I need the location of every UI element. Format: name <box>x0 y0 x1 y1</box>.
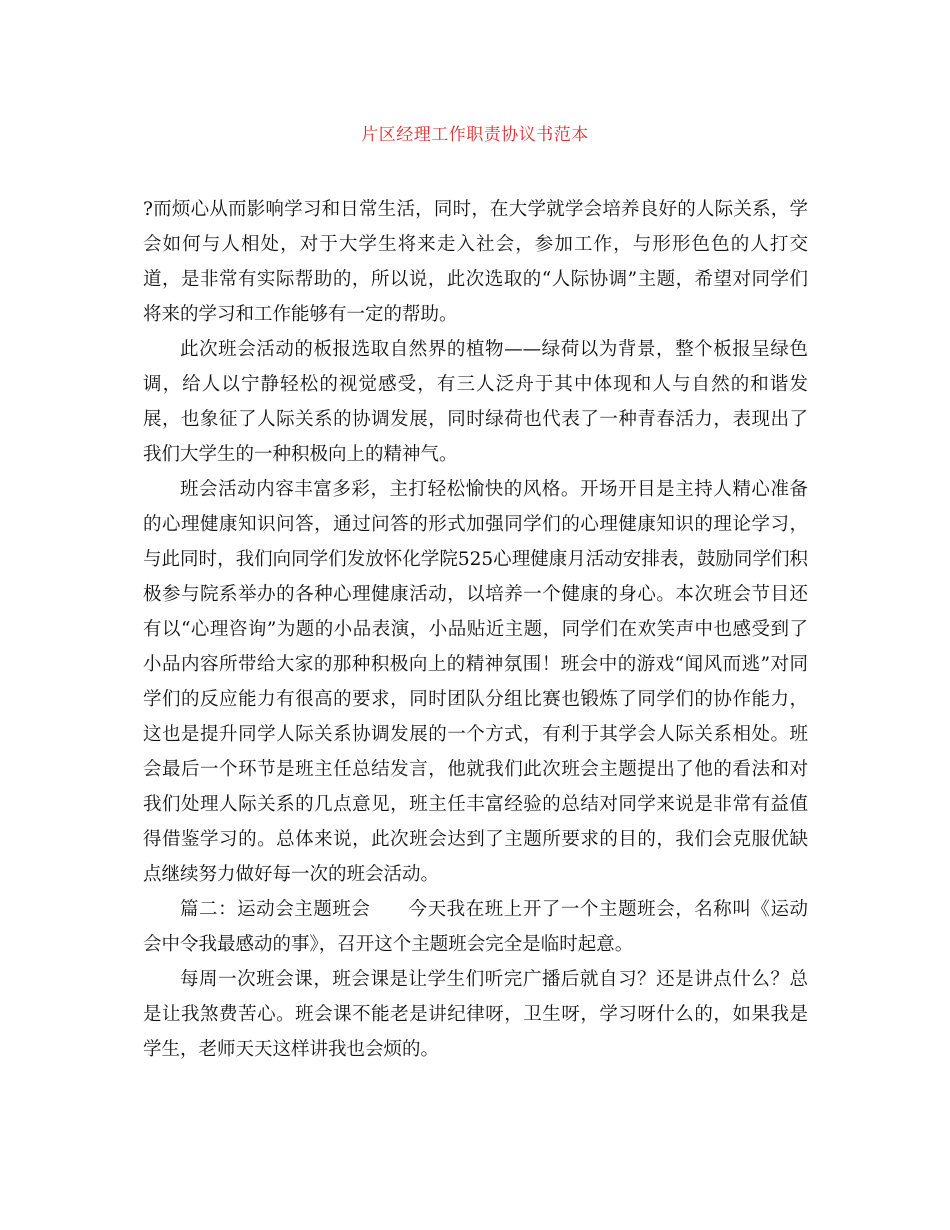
paragraph-1: ?而烦心从而影响学习和日常生活，同时，在大学就学会培养良好的人际关系，学会如何与人相处，对于大学生将来走入社会，参加工作，与形形色色的人打交道，是非常有实际帮助的，所以说，此次选取的“人际协调”主题，希望对同学们将来的学习和工作能够有一定的帮助。 <box>143 199 808 325</box>
paragraph-3: 班会活动内容丰富多彩，主打轻松愉快的风格。开场开目是主持人精心准备的心理健康知识问答，通过问答的形式加强同学们的心理健康知识的理论学习，与此同时，我们向同学们发放怀化学院525心理健康月活动安排表，鼓励同学们积极参与院系举办的各种心理健康活动，以培养一个健康的身心。本次班会节目还有以“心理咨询”为题的小品表演，小品贴近主题，同学们在欢笑声中也感受到了小品内容所带给大家的那种积极向上的精神氛围！班会中的游戏“闻风而逃”对同学们的反应能力有很高的要求，同时团队分组比赛也锻炼了同学们的协作能力，这也是提升同学人际关系协调发展的一个方式，有利于其学会人际关系相处。班会最后一个环节是班主任总结发言，他就我们此次班会主题提出了他的看法和对我们处理人际关系的几点意见，班主任丰富经验的总结对同学来说是非常有益值得借鉴学习的。总体来说，此次班会达到了主题所要求的目的，我们会克服优缺点继续努力做好每一次的班会活动。 <box>143 479 808 885</box>
document-body <box>143 192 808 1067</box>
paragraph-4: 篇二：运动会主题班会 今天我在班上开了一个主题班会，名称叫《运动会中令我最感动的事》，召开这个主题班会完全是临时起意。 <box>143 899 808 955</box>
document-title: 片区经理工作职责协议书范本 <box>361 125 589 145</box>
paragraph-5: 每周一次班会课，班会课是让学生们听完广播后就自习？还是讲点什么？总是让我煞费苦心。班会课不能老是讲纪律呀，卫生呀，学习呀什么的，如果我是学生，老师天天这样讲我也会烦的。 <box>143 969 808 1060</box>
paragraph-2: 此次班会活动的板报选取自然界的植物——绿荷以为背景，整个板报呈绿色调，给人以宁静轻松的视觉感受，有三人泛舟于其中体现和人与自然的和谐发展，也象征了人际关系的协调发展，同时绿荷也代表了一种青春活力，表现出了我们大学生的一种积极向上的精神气。 <box>143 339 808 465</box>
